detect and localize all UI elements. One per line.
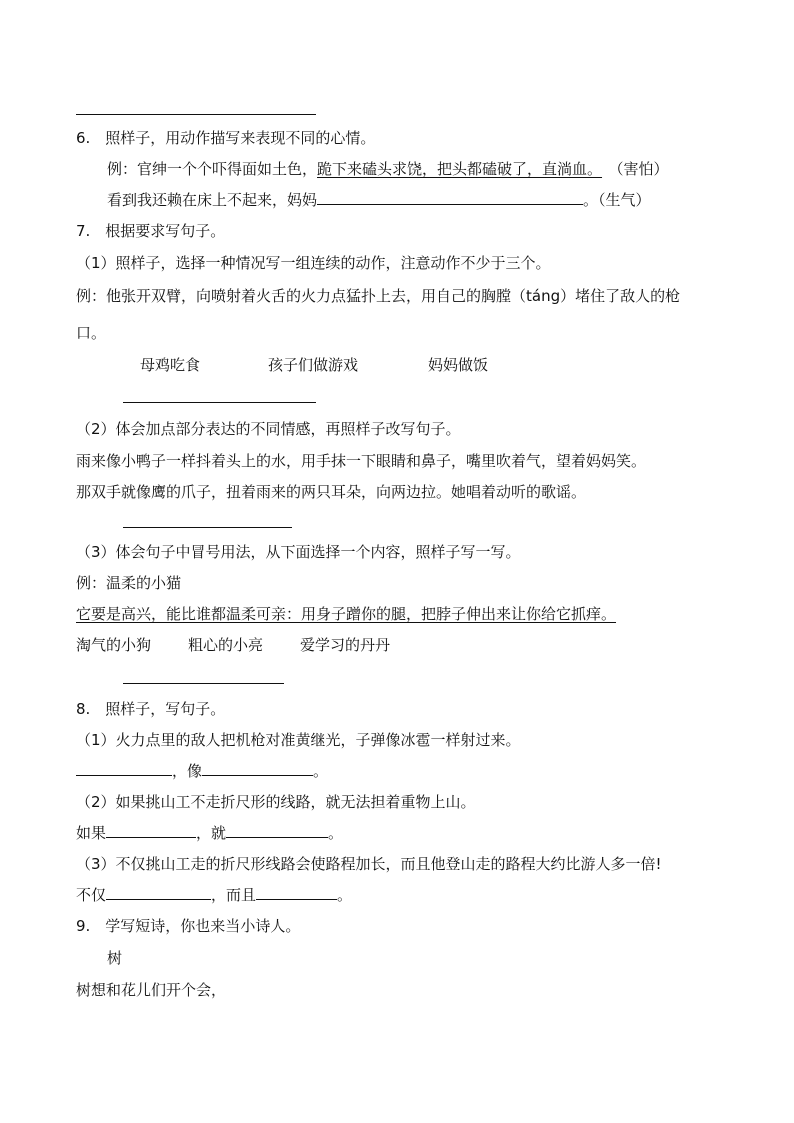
connector-text: ，就	[196, 824, 227, 842]
option-children-playing: 孩子们做游戏	[268, 356, 359, 374]
poem-title: 树	[107, 949, 123, 967]
period-text: 。	[313, 762, 329, 780]
question-7-part2-sentence2: 那双手就像鹰的爪子，扭着雨来的两只耳朵，向两边拉。她唱着动听的歌谣。	[76, 483, 587, 501]
answer-line[interactable]	[123, 683, 284, 684]
question-8-sentence-2: （2）如果挑山工不走折尺形的线路，就无法担着重物上山。	[76, 793, 476, 811]
question-7-part1-example-cont: 口。	[76, 324, 107, 342]
question-7-part3-example-label: 例：温柔的小猫	[76, 574, 182, 592]
question-7-title: 7. 根据要求写句子。	[76, 222, 226, 240]
period-text: 。	[328, 824, 344, 842]
question-8-title: 8. 照样子，写句子。	[76, 700, 226, 718]
answer-line[interactable]	[76, 114, 316, 115]
question-6-example	[107, 159, 669, 179]
question-6-title: 6. 照样子，用动作描写来表现不同的心情。	[76, 129, 376, 147]
question-7-part2-title: （2）体会加点部分表达的不同情感，再照样子改写句子。	[76, 420, 461, 438]
option-mom-cooking: 妈妈做饭	[428, 356, 489, 374]
question-7-part2-sentence1: 雨来像小鸭子一样抖着头上的水，用手抹一下眼睛和鼻子，嘴里吹着气，望着妈妈笑。	[76, 452, 647, 470]
question-7-part1-title: （1）照样子，选择一种情况写一组连续的动作，注意动作不少于三个。	[76, 254, 551, 272]
example-text: 例：官绅一个个吓得面如土色，	[107, 160, 318, 178]
question-8-sentence-3: （3）不仅挑山工走的折尺形线路会使路程加长，而且他登山走的路程大约比游人多一倍!	[76, 855, 662, 873]
fill-blank[interactable]	[106, 885, 211, 900]
question-8-sentence-1: （1）火力点里的敌人把机枪对准黄继光，子弹像冰雹一样射过来。	[76, 731, 521, 749]
option-careless-xiaoliang: 粗心的小亮	[188, 636, 264, 654]
connector-text: 如果	[76, 824, 107, 842]
connector-text: 不仅	[76, 886, 107, 904]
poem-line-1: 树想和花儿们开个会，	[76, 981, 227, 999]
prompt-text: 看到我还赖在床上不起来，妈妈	[107, 191, 318, 209]
fill-blank[interactable]	[76, 761, 172, 776]
question-6-prompt	[107, 190, 651, 210]
answer-line[interactable]	[123, 527, 292, 528]
question-8-fill-2	[76, 823, 343, 843]
option-hen-eating: 母鸡吃食	[140, 356, 201, 374]
fill-blank[interactable]	[202, 761, 313, 776]
example-emotion: （害怕）	[616, 160, 669, 178]
prompt-emotion: 。（生气）	[583, 191, 651, 209]
connector-text: ，而且	[211, 886, 257, 904]
question-7-part3-title: （3）体会句子中冒号用法，从下面选择一个内容，照样子写一写。	[76, 543, 521, 561]
connector-text: ，像	[172, 762, 203, 780]
option-naughty-puppy: 淘气的小狗	[76, 636, 152, 654]
question-8-fill-3	[76, 885, 352, 905]
question-9-title: 9. 学写短诗，你也来当小诗人。	[76, 917, 301, 935]
answer-line[interactable]	[123, 402, 316, 403]
period-text: 。	[337, 886, 353, 904]
question-7-part3-example-sentence: 它要是高兴，能比谁都温柔可亲：用身子蹭你的腿，把脖子伸出来让你给它抓痒。	[76, 605, 617, 623]
fill-blank[interactable]	[256, 885, 337, 900]
option-studious-dandan: 爱学习的丹丹	[300, 636, 391, 654]
fill-blank[interactable]	[226, 823, 328, 838]
question-7-part1-example: 例：他张开双臂，向喷射着火舌的火力点猛扑上去，用自己的胸膛（táng）堵住了敌人的枪	[76, 287, 681, 305]
fill-blank[interactable]	[106, 823, 196, 838]
example-underlined-text: 跪下来磕头求饶，把头都磕破了，直淌血。	[317, 160, 603, 178]
fill-blank[interactable]	[317, 190, 583, 205]
question-8-fill-1	[76, 761, 328, 781]
